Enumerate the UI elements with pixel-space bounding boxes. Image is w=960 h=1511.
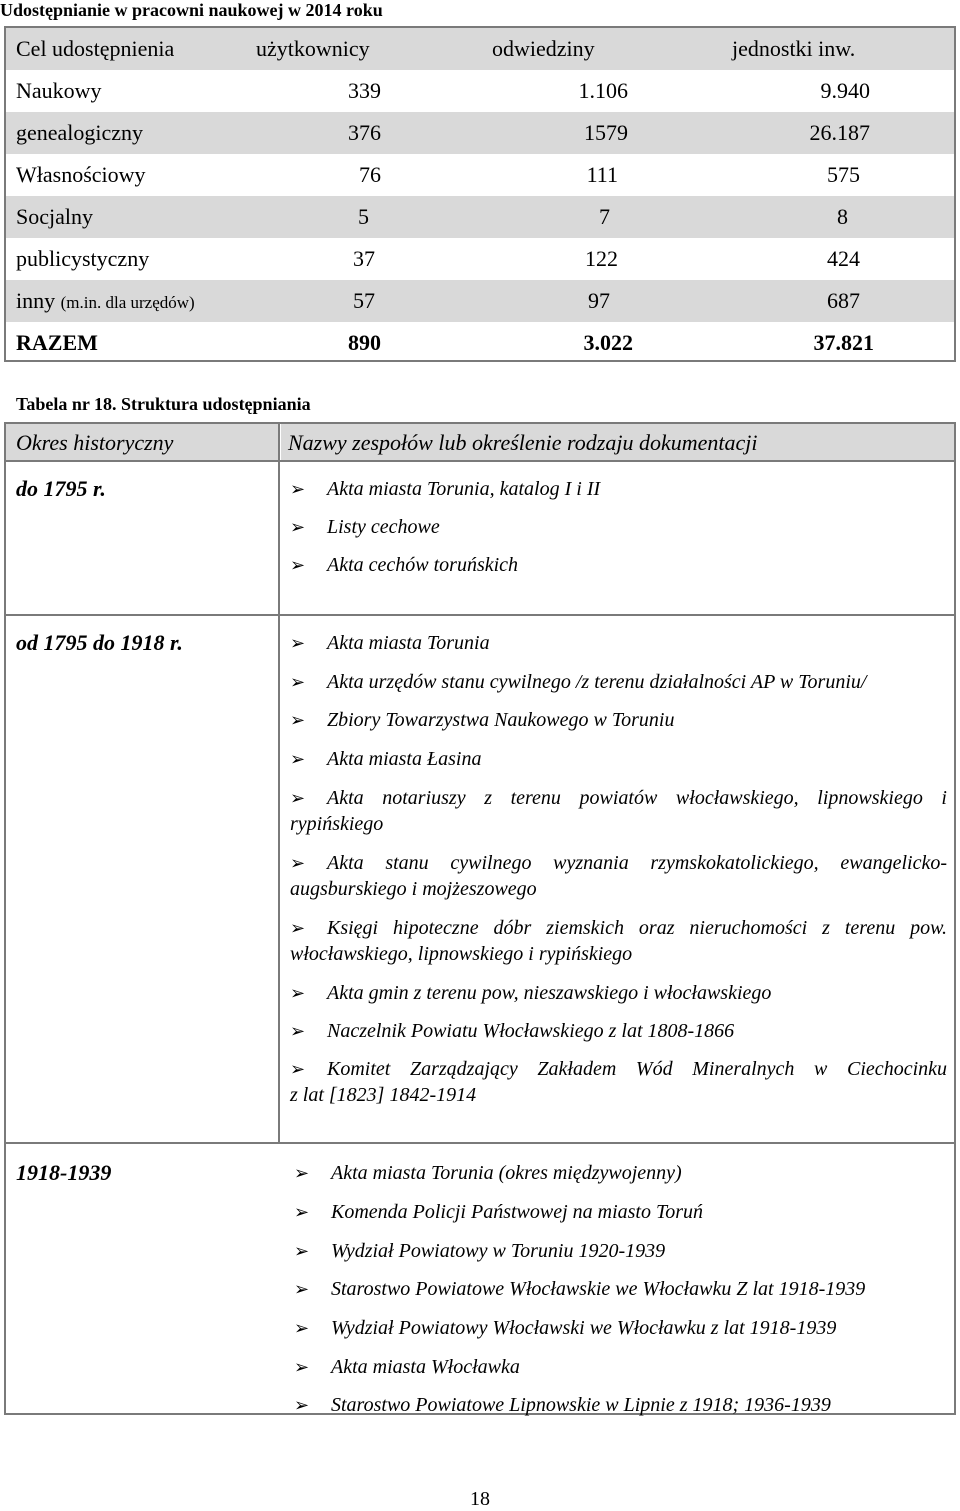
list-item: ➢ Starostwo Powiatowe Lipnowskie w Lipnie z 1918; 1936-1939 — [294, 1394, 831, 1416]
list-item-continuation: augsburskiego i mojżeszowego — [290, 878, 537, 900]
row-visits: 1579 — [584, 120, 628, 145]
page-heading: Udostępnianie w pracowni naukowej w 2014 roku — [0, 0, 383, 20]
arrow-bullet-icon: ➢ — [290, 479, 306, 499]
period-label: od 1795 do 1918 r. — [16, 630, 183, 655]
period-label: 1918-1939 — [16, 1160, 112, 1185]
structure-table — [4, 422, 956, 1415]
table-row-total — [6, 322, 954, 364]
row-label: Własnościowy — [16, 162, 146, 187]
row-divider — [6, 1142, 954, 1144]
row-label: RAZEM — [16, 330, 98, 355]
arrow-bullet-icon: ➢ — [290, 788, 306, 808]
table-row — [6, 280, 954, 322]
arrow-bullet-icon: ➢ — [290, 555, 306, 575]
row-visits: 3.022 — [583, 330, 633, 355]
row-label: publicystyczny — [16, 246, 150, 271]
table-caption: Tabela nr 18. Struktura udostępniania — [16, 394, 311, 414]
list-item: ➢ Akta gmin z terenu pow, nieszawskiego i włocławskiego — [290, 982, 772, 1004]
table-row — [6, 112, 954, 154]
row-users: 5 — [358, 204, 369, 229]
list-item: ➢ Akta miasta Torunia (okres międzywojenny) — [294, 1162, 682, 1184]
column-header-period: Okres historyczny — [16, 430, 174, 455]
row-label-main: inny — [16, 288, 56, 313]
arrow-bullet-icon: ➢ — [290, 1021, 306, 1041]
list-item-continuation: rypińskiego — [290, 813, 384, 835]
header-visits: odwiedziny — [492, 36, 595, 61]
list-item: ➢ Akta miasta Torunia — [290, 632, 490, 654]
row-users: 57 — [353, 288, 375, 313]
row-users: 339 — [348, 78, 381, 103]
list-item: ➢ Wydział Powiatowy w Toruniu 1920-1939 — [294, 1240, 666, 1262]
list-item: ➢ Akta miasta Łasina — [290, 748, 482, 770]
row-users: 376 — [348, 120, 381, 145]
row-units: 424 — [827, 246, 860, 271]
row-label: genealogiczny — [16, 120, 144, 145]
header-users: użytkownicy — [256, 36, 370, 61]
arrow-bullet-icon: ➢ — [290, 672, 306, 692]
row-users: 890 — [348, 330, 381, 355]
page-number: 18 — [470, 1488, 490, 1510]
table-row — [6, 154, 954, 196]
row-label: Naukowy — [16, 78, 102, 103]
row-units: 8 — [837, 204, 848, 229]
arrow-bullet-icon: ➢ — [290, 983, 306, 1003]
arrow-bullet-icon: ➢ — [290, 918, 306, 938]
row-units: 9.940 — [820, 78, 870, 103]
list-item: ➢ Księgi hipoteczne dóbr ziemskich oraz nieruchomości z terenu pow. — [290, 917, 947, 939]
row-units: 575 — [827, 162, 860, 187]
column-divider — [278, 424, 280, 1142]
arrow-bullet-icon: ➢ — [290, 517, 306, 537]
arrow-bullet-icon: ➢ — [290, 1059, 306, 1079]
row-visits: 7 — [599, 204, 610, 229]
arrow-bullet-icon: ➢ — [290, 853, 306, 873]
list-item: ➢ Zbiory Towarzystwa Naukowego w Toruniu — [290, 709, 675, 731]
row-label — [16, 288, 195, 314]
arrow-bullet-icon: ➢ — [290, 633, 306, 653]
row-units: 37.821 — [813, 330, 874, 355]
column-header-names: Nazwy zespołów lub określenie rodzaju dokumentacji — [288, 430, 758, 455]
row-visits: 122 — [585, 246, 618, 271]
list-item: ➢ Naczelnik Powiatu Włocławskiego z lat 1808-1866 — [290, 1020, 735, 1042]
arrow-bullet-icon: ➢ — [294, 1279, 310, 1299]
arrow-bullet-icon: ➢ — [290, 749, 306, 769]
period-label: do 1795 r. — [16, 476, 106, 501]
row-label-note: (m.in. dla urzędów) — [60, 293, 195, 312]
list-item: ➢ Akta stanu cywilnego wyznania rzymskokatolickiego, ewangelicko- — [290, 852, 947, 874]
row-units: 687 — [827, 288, 860, 313]
table-row — [6, 238, 954, 280]
row-divider — [6, 460, 954, 462]
row-visits: 111 — [586, 162, 618, 187]
arrow-bullet-icon: ➢ — [294, 1241, 310, 1261]
list-item: ➢ Akta miasta Włocławka — [294, 1356, 520, 1378]
header-purpose: Cel udostępnienia — [16, 36, 175, 61]
row-label: Socjalny — [16, 204, 93, 229]
arrow-bullet-icon: ➢ — [294, 1395, 310, 1415]
list-item: ➢ Listy cechowe — [290, 516, 440, 538]
usage-table-header-row — [6, 28, 954, 70]
header-units: jednostki inw. — [732, 36, 856, 61]
row-users: 37 — [353, 246, 375, 271]
arrow-bullet-icon: ➢ — [294, 1202, 310, 1222]
usage-table — [4, 26, 956, 362]
list-item-continuation: włocławskiego, lipnowskiego i rypińskiego — [290, 943, 633, 965]
arrow-bullet-icon: ➢ — [294, 1318, 310, 1338]
list-item: ➢ Akta notariuszy z terenu powiatów włocławskiego, lipnowskiego i — [290, 787, 947, 809]
row-visits: 1.106 — [578, 78, 628, 103]
list-item: ➢ Akta miasta Torunia, katalog I i II — [290, 478, 601, 500]
row-units: 26.187 — [809, 120, 870, 145]
row-visits: 97 — [588, 288, 610, 313]
list-item: ➢ Akta cechów toruńskich — [290, 554, 519, 576]
list-item: ➢ Komenda Policji Państwowej na miasto Toruń — [294, 1201, 704, 1223]
list-item: ➢ Akta urzędów stanu cywilnego /z terenu działalności AP w Toruniu/ — [290, 671, 867, 693]
list-item-continuation: z lat [1823] 1842-1914 — [290, 1084, 477, 1106]
table-row — [6, 196, 954, 238]
arrow-bullet-icon: ➢ — [290, 710, 306, 730]
row-users: 76 — [359, 162, 381, 187]
list-item: ➢ Starostwo Powiatowe Włocławskie we Włocławku Z lat 1918-1939 — [294, 1278, 866, 1300]
row-divider — [6, 614, 954, 616]
list-item: ➢ Komitet Zarządzający Zakładem Wód Mineralnych w Ciechocinku — [290, 1058, 947, 1080]
table-row — [6, 70, 954, 112]
arrow-bullet-icon: ➢ — [294, 1357, 310, 1377]
list-item: ➢ Wydział Powiatowy Włocławski we Włocławku z lat 1918-1939 — [294, 1317, 837, 1339]
arrow-bullet-icon: ➢ — [294, 1163, 310, 1183]
